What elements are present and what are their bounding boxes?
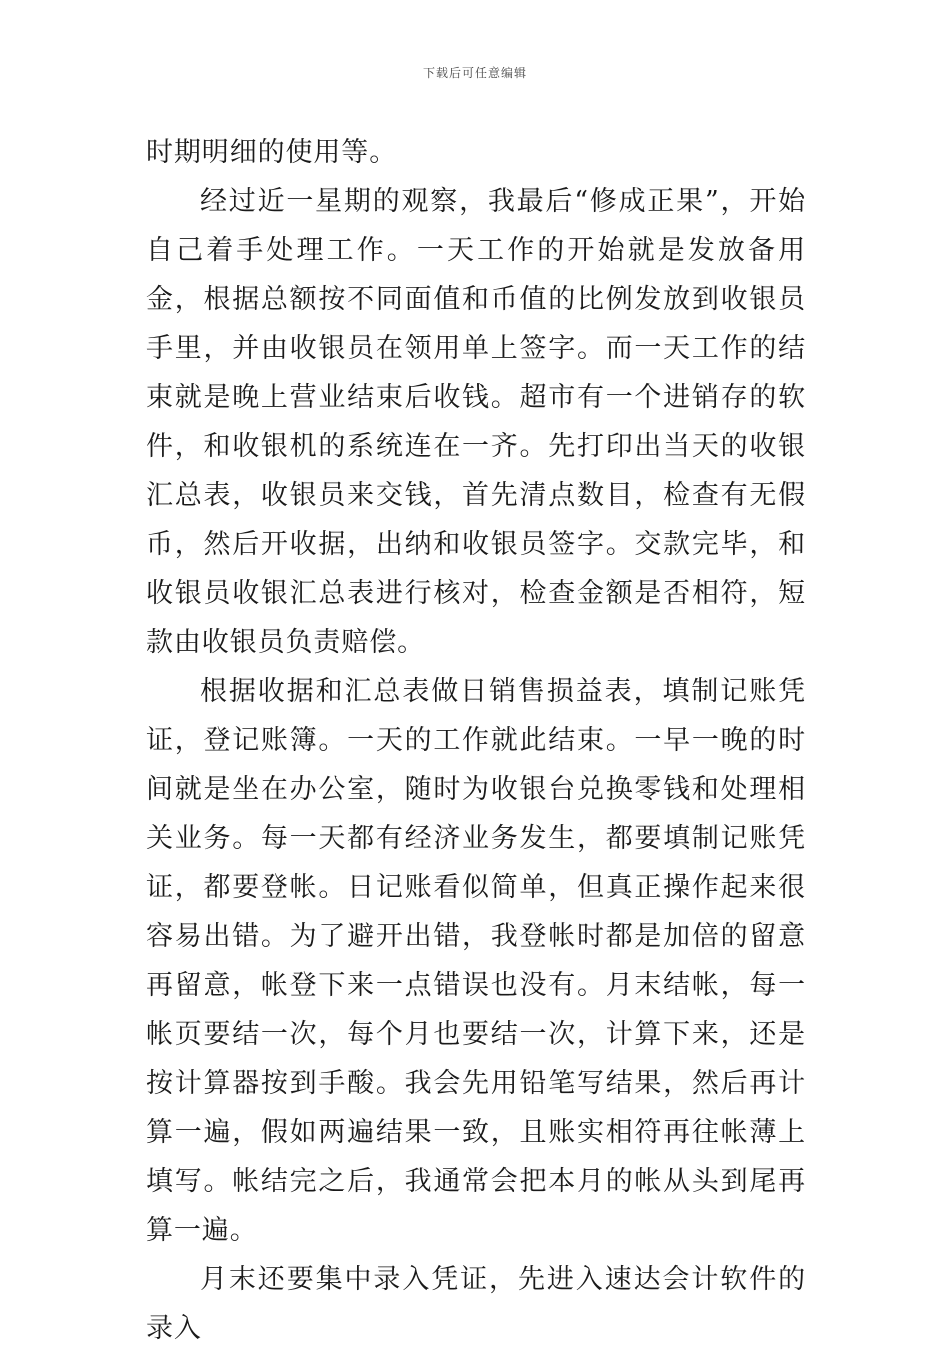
paragraph-1: 时期明细的使用等。 — [146, 137, 398, 168]
paragraph-2: 经过近一星期的观察，我最后“修成正果”，开始自己着手处理工作。一天工作的开始就是发放备用金，根据总额按不同面值和币值的比例发放到收银员手里，并由收银员在领用单上签字。而一天工作的结束就是晚上营业结束后收钱。超市有一个进销存的软件，和收银机的系统连在一齐。先打印出当天的收银汇总表，收银员来交钱，首先清点数目，检查有无假币，然后开收据，出纳和收银员签字。交款完毕，和收银员收银汇总表进行核对，检查金额是否相符，短款由收银员负责赔偿。 — [146, 186, 806, 658]
document-body — [146, 128, 806, 1353]
paragraph-4: 月末还要集中录入凭证，先进入速达会计软件的录入 — [146, 1264, 806, 1344]
header-note: 下载后可任意编辑 — [422, 66, 527, 80]
paragraph-3: 根据收据和汇总表做日销售损益表，填制记账凭证，登记账簿。一天的工作就此结束。一早一晚的时间就是坐在办公室，随时为收银台兑换零钱和处理相关业务。每一天都有经济业务发生，都要填制记账凭证，都要登帐。日记账看似简单，但真正操作起来很容易出错。为了避开出错，我登帐时都是加倍的留意再留意，帐登下来一点错误也没有。月末结帐，每一帐页要结一次，每个月也要结一次，计算下来，还是按计算器按到手酸。我会先用铅笔写结果，然后再计算一遍，假如两遍结果一致，且账实相符再往帐薄上填写。帐结完之后，我通常会把本月的帐从头到尾再算一遍。 — [146, 676, 806, 1246]
